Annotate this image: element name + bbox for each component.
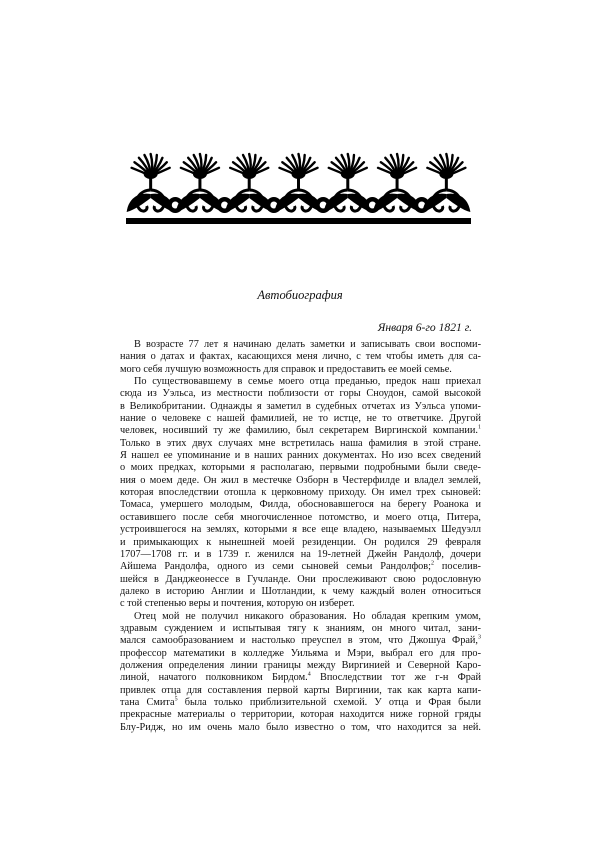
text-line: Айшема Рандолфа, одного из семи сыновей семьи Рандолфов;$^2$ поселив- — [120, 560, 481, 573]
decorative-floral-ornament — [126, 150, 471, 228]
text-line: должения определения линии границы между Виргинией и Северной Каро- — [120, 659, 481, 671]
text-line: Я нашел ее упоминание и в наших ранних документах. Но изо всех сведений — [120, 450, 481, 462]
palmette-motif — [127, 154, 184, 213]
section-title: Автобиография — [257, 288, 343, 302]
footnote-marker: 2 — [431, 560, 434, 567]
text-line: устроившегося на землях, которыми я все еще владею, называемых Шедуэлл — [120, 524, 481, 536]
text-line: 1707—1708 гг. и в 1739 г. женился на 19-летней Джейн Рандолф, дочери — [120, 548, 481, 560]
text-line: нания о датах и фактах, касающихся меня лично, с тем чтобы иметь для са- — [120, 351, 481, 363]
text-line: шейся в Данджeонессе в Гучланде. Они прослеживают свою родословную — [120, 573, 481, 585]
text-line: По существовавшему в семье моего отца преданью, предок наш приехал — [134, 376, 481, 388]
footnote-marker: 5 — [174, 696, 178, 703]
palmette-motif — [225, 154, 282, 213]
palmette-motif — [176, 154, 233, 213]
text-line: Отец мой не получил никакого образования. Но обладая крепким умом, — [134, 610, 481, 622]
text-line: далеко в историю Англии и Шотландии, к чему каждый волен относиться — [120, 585, 481, 597]
text-line: Томаса, умершего молодым, Филда, обосновавшегося на берегу Роанока и — [120, 499, 481, 511]
footnote-marker: 4 — [307, 671, 311, 678]
footnote-marker: 3 — [478, 634, 481, 641]
text-line: здравым суждением и испытывая тягу к знаниям, он много читал, зани- — [120, 622, 481, 634]
text-line: человек, носивший ту же фамилию, был секретарем Виргинской компании.$^1$ — [120, 424, 481, 437]
text-line: линой, начатого полковником Бирдом.$^4$ Впоследствии тот же г-н Фрай — [120, 671, 481, 684]
text-line: с той степенью веры и почтения, которую он изберет. — [120, 598, 355, 610]
text-line: ния о моем деде. Он жил в местечке Озборн в Честерфилде и владел землей, — [120, 474, 481, 486]
text-line: и примыкающих к нынешней моей резиденции. Он родился 29 февраля — [120, 536, 481, 548]
text-line: сюда из Уэльса, из местности поблизости от горы Сноудон, самой высокой — [120, 388, 481, 400]
text-line: привлек отца для составления первой карты Виргинии, так как карта капи- — [120, 684, 481, 696]
text-line: мого себя лучшую возможность для справок и предоставить ее моей семье. — [120, 363, 452, 375]
footnote-marker: 1 — [478, 424, 481, 431]
text-line: Блу-Ридж, но им очень мало было известно о том, что находится за ней. — [120, 721, 481, 733]
text-line: прекрасные материалы о территории, которая находится ниже горной гряды — [120, 709, 481, 721]
text-line: оставившего после себя многочисленное потомство, и моего отца, Питера, — [120, 511, 481, 523]
text-line: в Великобритании. Однажды я заметил в судебных отчетах из Уэльса упоми- — [120, 400, 481, 412]
text-line: В возрасте 77 лет я начинаю делать заметки и записывать свои воспоми- — [134, 339, 481, 350]
palmette-motif — [324, 154, 381, 213]
text-line: тана Смита$^5$ была только приблизительной схемой. У отца и Фрая были — [120, 696, 481, 708]
text-line: Только в этих двух случаях мне встретилась наша фамилия в этой стране. — [120, 437, 481, 449]
body-text — [120, 339, 481, 734]
text-line: о моих предках, которыми я располагаю, первыми подробными были сведе- — [120, 462, 481, 474]
palmette-motif — [373, 154, 430, 213]
date-line: Января 6-го 1821 г. — [377, 321, 472, 334]
text-line: нание о человеке с нашей фамилией, не то истце, не то ответчике. Другой — [120, 413, 481, 425]
text-line: профессор математики в колледже Уильяма и Мэри, выбрал его для про- — [120, 647, 481, 659]
text-line: которая впоследствии отошла к церковному приходу. Он имел трех сыновей: — [120, 487, 481, 499]
palmette-motif — [422, 154, 470, 212]
palmette-motif — [275, 154, 332, 213]
text-line: мался самообразованием и настолько преуспел в этом, что Джошуа Фрай,$^3$ — [120, 634, 481, 647]
